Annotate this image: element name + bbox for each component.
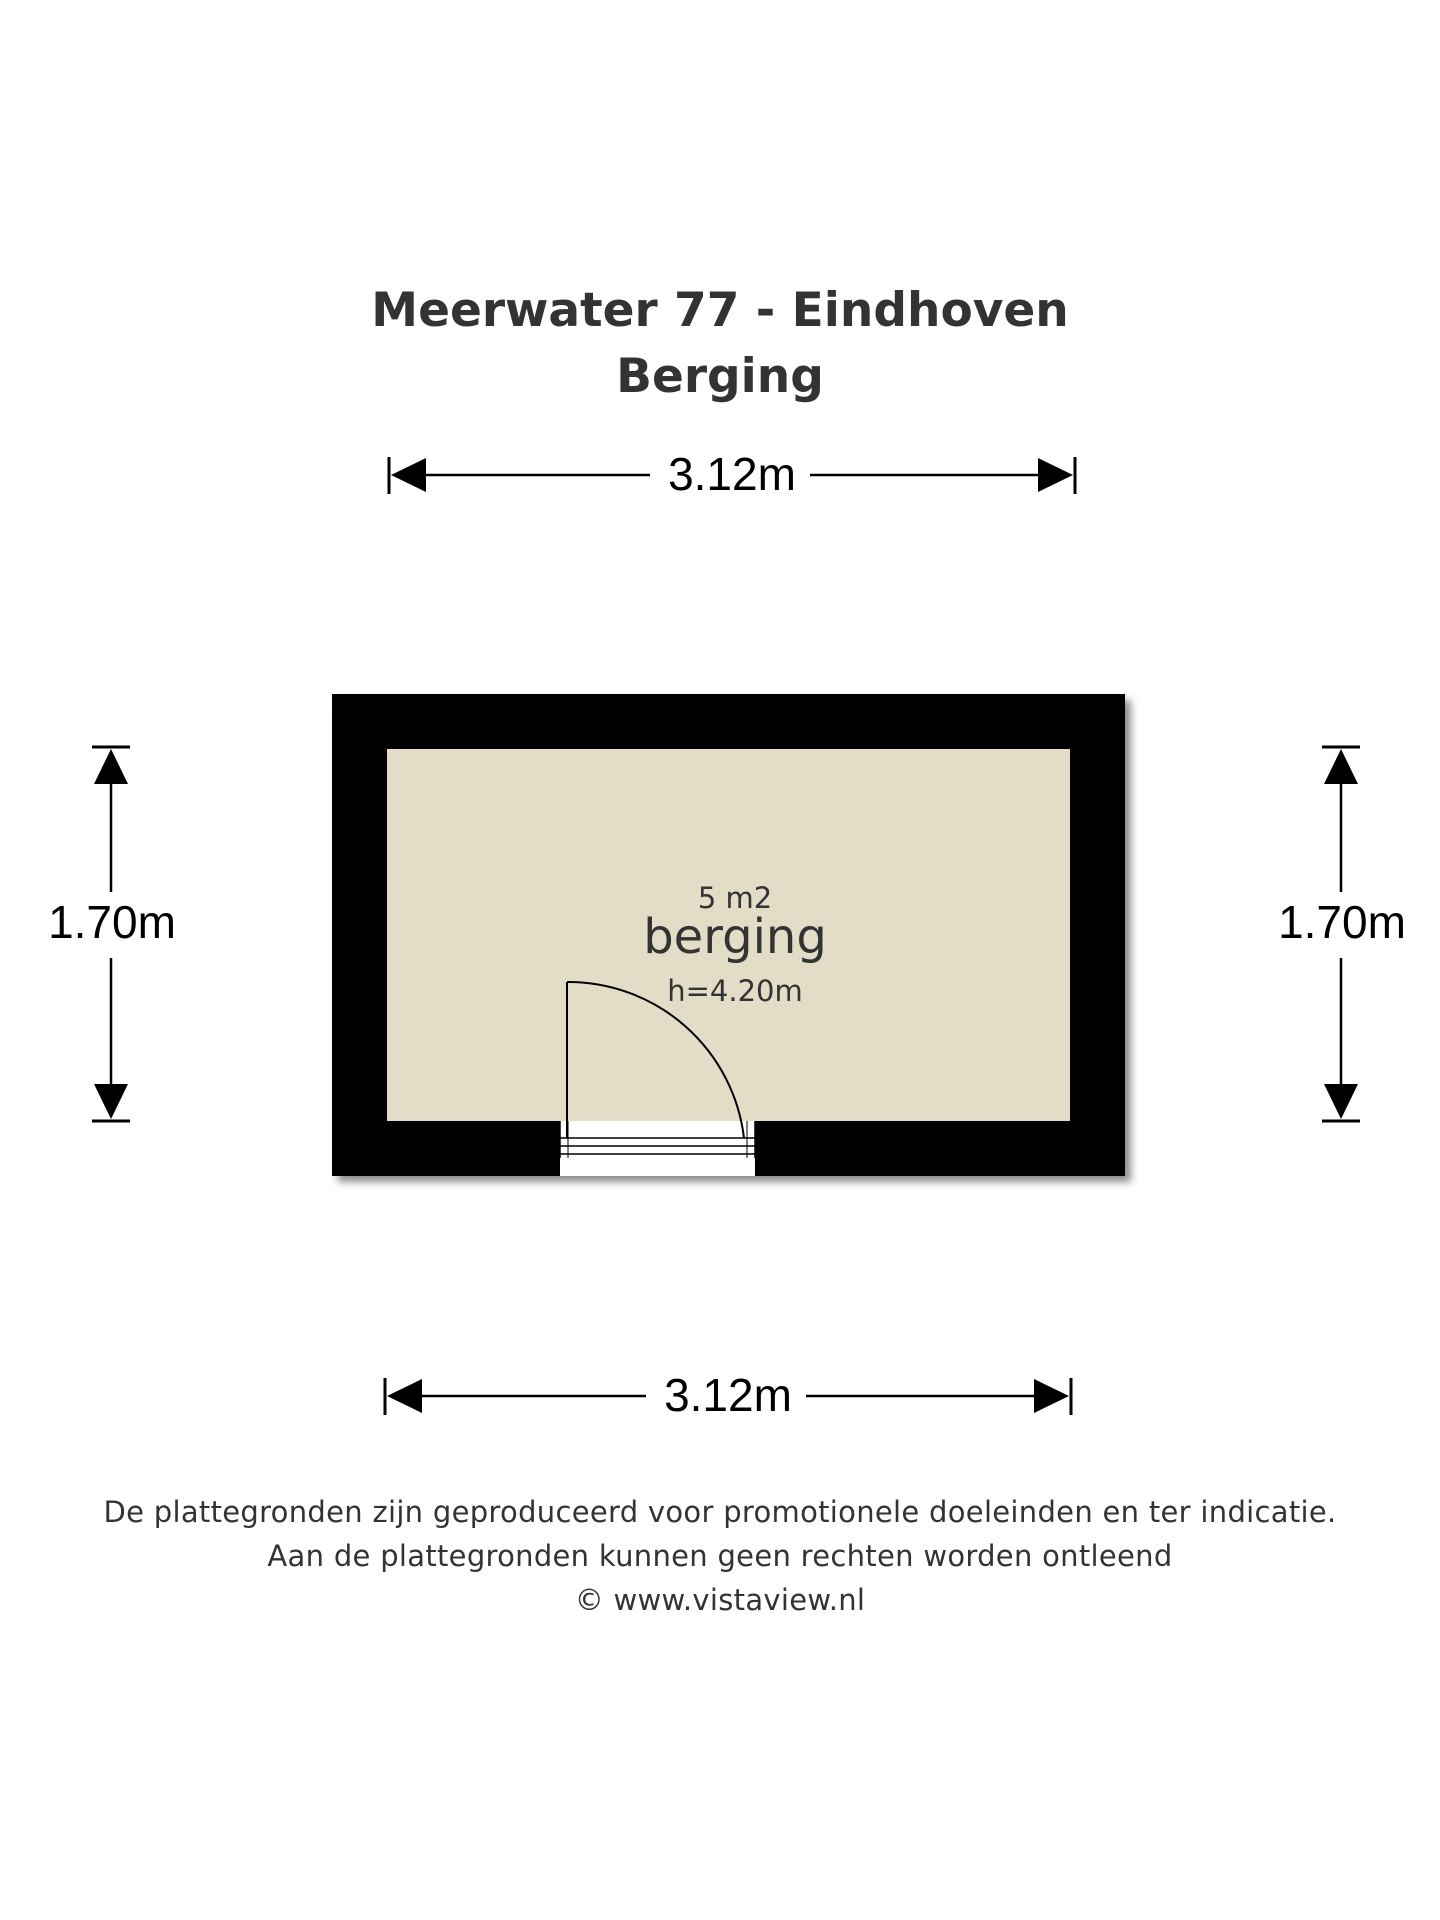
arrow-right-icon [1038, 458, 1073, 492]
top-width-label: 3.12m [668, 448, 796, 501]
top-width-dimension [389, 448, 1075, 500]
arrow-right-icon [1034, 1379, 1069, 1413]
arrow-left-icon [387, 1379, 422, 1413]
left-height-label: 1.70m [48, 896, 176, 949]
room-height-label: h=4.20m [667, 974, 803, 1008]
bottom-width-label: 3.12m [664, 1369, 792, 1422]
room-area-label: 5 m2 [697, 881, 773, 915]
arrow-down-icon [94, 1084, 128, 1119]
plan-subtitle: Berging [616, 349, 824, 404]
arrow-up-icon [94, 749, 128, 784]
bottom-width-dimension [385, 1369, 1071, 1421]
plan-title: Meerwater 77 - Eindhoven [371, 283, 1069, 338]
arrow-up-icon [1324, 749, 1358, 784]
disclaimer-line-2: Aan de plattegronden kunnen geen rechten worden ontleend [267, 1539, 1173, 1573]
right-height-dimension [1278, 747, 1406, 1121]
copyright-line: © www.vistaview.nl [574, 1583, 866, 1617]
arrow-left-icon [391, 458, 426, 492]
arrow-down-icon [1324, 1084, 1358, 1119]
disclaimer-line-1: De plattegronden zijn geproduceerd voor promotionele doeleinden en ter indicatie. [103, 1495, 1337, 1529]
room-name-label: berging [643, 909, 827, 965]
right-height-label: 1.70m [1278, 896, 1406, 949]
left-height-dimension [48, 747, 176, 1121]
door-opening [560, 1121, 755, 1176]
